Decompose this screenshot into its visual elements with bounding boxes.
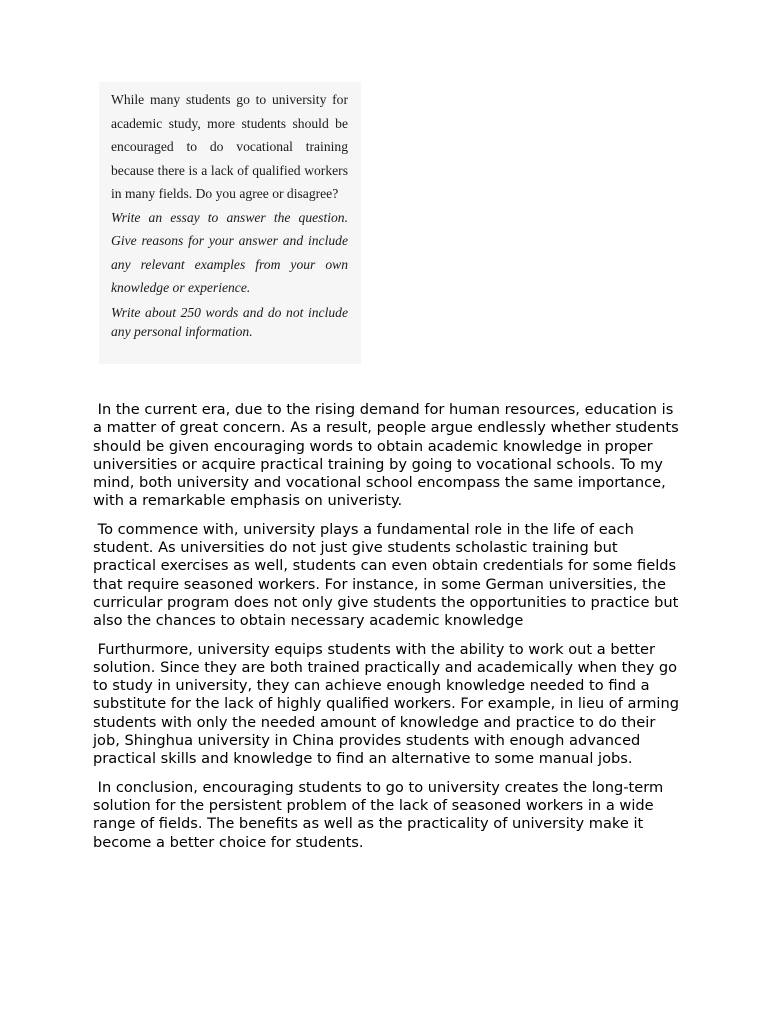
essay-paragraph-introduction: In the current era, due to the rising demand for human resources, education is a matter of great concern. As a result, people argue endlessly whether students should be given encouraging words to obtain academic knowledge in proper universities or acquire practical training by going to vocational schools. To my mind, both university and vocational school encompass the same importance, with a remarkable emphasis on univeristy. <box>93 401 684 510</box>
prompt-instructions: Write an essay to answer the question. Give reasons for your answer and include any relevant examples from your own knowledge or experience. <box>111 209 348 295</box>
prompt-question: While many students go to university for academic study, more students should be encouraged to do vocational training because there is a lack of qualified workers in many fields. Do you agree or disagree? <box>111 92 348 201</box>
essay-paragraph-conclusion: In conclusion, encouraging students to go to university creates the long-term solution for the persistent problem of the lack of seasoned workers in a wide range of fields. The benefits as well as the practicality of university make it become a better choice for students. <box>93 778 668 851</box>
essay-prompt-image <box>99 82 361 364</box>
prompt-word-limit: Write about 250 words and do not include any personal information. <box>111 304 348 339</box>
essay-paragraph-body-1: To commence with, university plays a fundamental role in the life of each student. As universities do not just give students scholastic training but practical exercises as well, students can even obtain credentials for some fields that require seasoned workers. For instance, in some German universities, the curricular program does not only give students the opportunities to practice but also the chances to obtain necessary academic knowledge <box>93 520 684 630</box>
essay-paragraph-body-2: Furthurmore, university equips students with the ability to work out a better solution. Since they are both trained practically and academically when they go to study in university, they can achieve enough knowledge needed to find a substitute for the lack of highly qualified workers. For example, in lieu of arming students with only the needed amount of knowledge and practice to do their job, Shinghua university in China provides students with enough advanced practical skills and knowledge to find an alternative to some manual jobs. <box>93 640 684 768</box>
essay-body <box>93 401 684 862</box>
